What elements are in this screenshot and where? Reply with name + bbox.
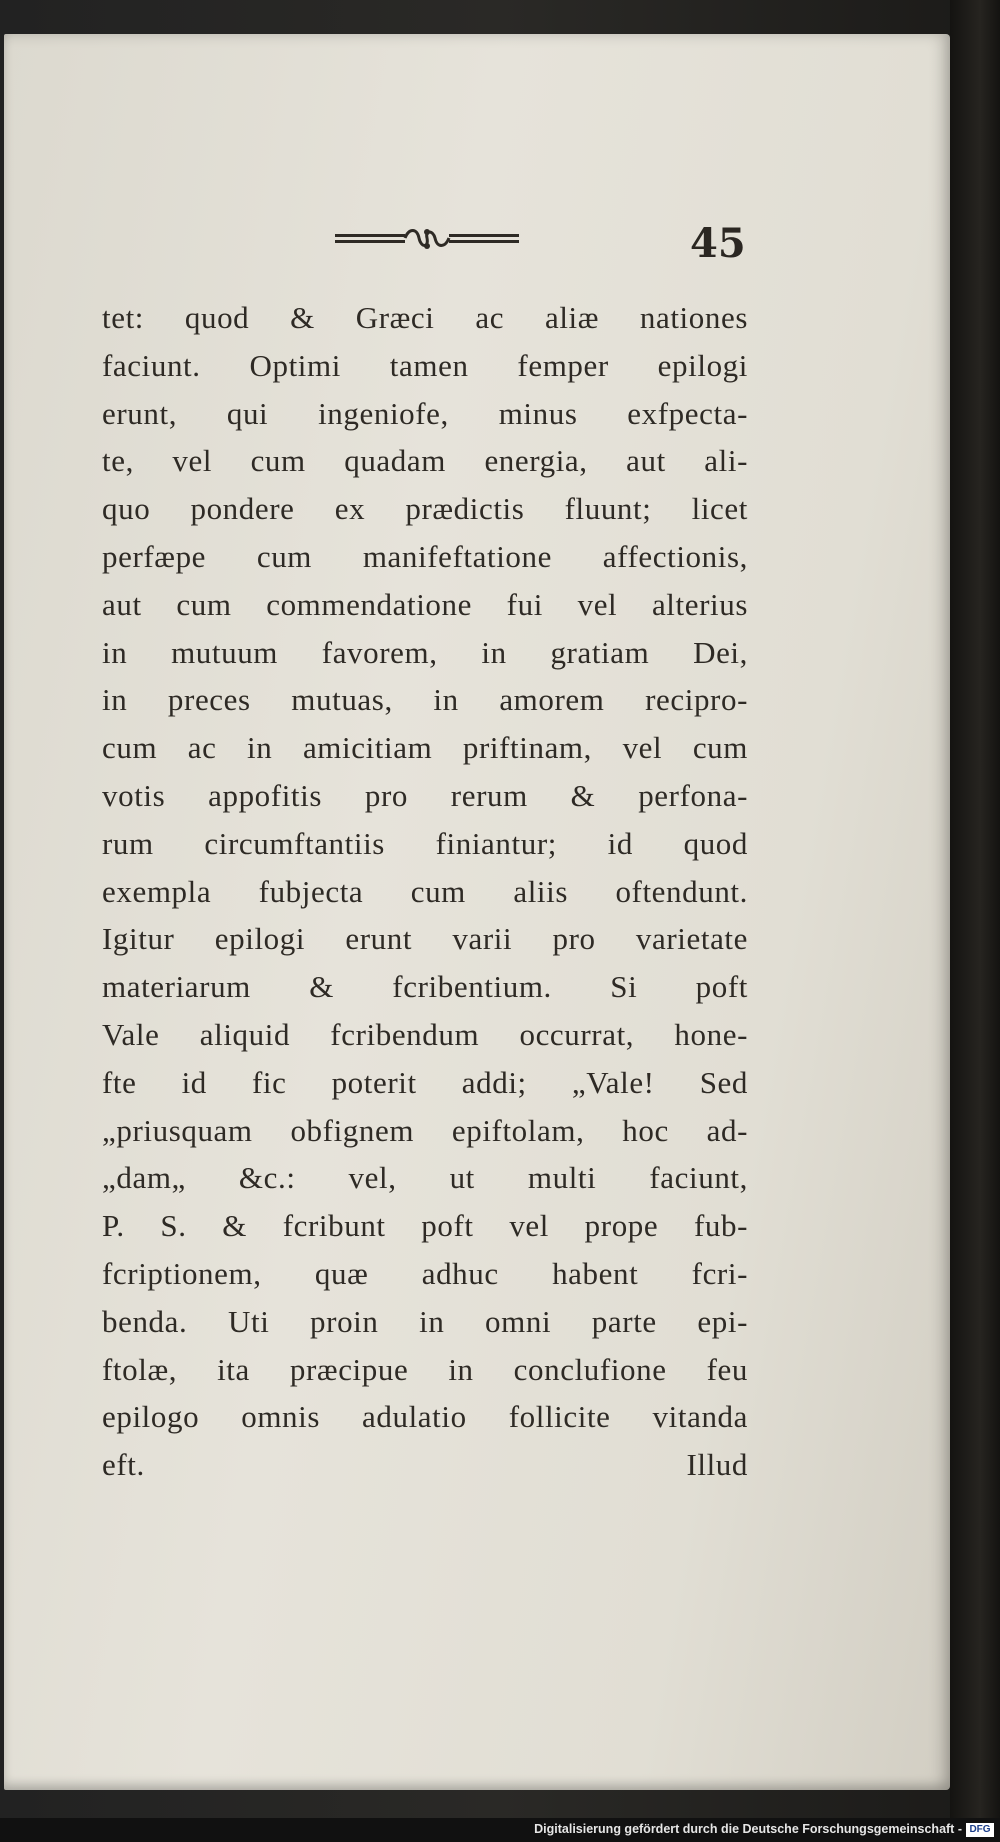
- book-edge-shadow: [950, 0, 1000, 1842]
- text-line: rum circumftantiis finiantur; id quod: [102, 825, 748, 861]
- text-line: „priusquam obfignem epiftolam, hoc ad-: [102, 1112, 748, 1148]
- text-line: materiarum & fcribentium. Si poft: [102, 969, 748, 1005]
- text-line: perfæpe cum manifeftatione affectionis,: [102, 538, 748, 574]
- funding-credit: Digitalisierung gefördert durch die Deutsche Forschungsgemeinschaft -: [534, 1822, 962, 1836]
- catchword: Illud: [686, 1447, 748, 1483]
- text-line: faciunt. Optimi tamen femper epilogi: [102, 347, 748, 383]
- text-line: in preces mutuas, in amorem recipro-: [102, 682, 748, 718]
- text-line: fcriptionem, quæ adhuc habent fcri-: [102, 1255, 748, 1291]
- text-line: „dam„ &c.: vel, ut multi faciunt,: [102, 1160, 748, 1196]
- text-line: te, vel cum quadam energia, aut ali-: [102, 443, 748, 479]
- text-line: in mutuum favorem, in gratiam Dei,: [102, 634, 748, 670]
- text-line: P. S. & fcribunt poft vel prope fub-: [102, 1208, 748, 1244]
- text-line: Igitur epilogi erunt varii pro varietate: [102, 921, 748, 957]
- text-line: votis appofitis pro rerum & perfona-: [102, 777, 748, 813]
- text-line: cum ac in amicitiam priftinam, vel cum: [102, 730, 748, 766]
- text-line: tet: quod & Græci ac aliæ nationes: [102, 300, 748, 335]
- text-line: ftolæ, ita præcipue in conclufione feu: [102, 1351, 748, 1387]
- text-line: epilogo omnis adulatio follicite vitanda: [102, 1399, 748, 1435]
- dfg-logo-icon: DFG: [966, 1823, 994, 1837]
- final-word: eft.: [102, 1447, 145, 1483]
- header-ornament-icon: [335, 224, 519, 254]
- text-line: Vale aliquid fcribendum occurrat, hone-: [102, 1016, 748, 1052]
- text-line: benda. Uti proin in omni parte epi-: [102, 1303, 748, 1339]
- text-line: exempla fubjecta cum aliis oftendunt.: [102, 873, 748, 909]
- body-text: [102, 294, 748, 1489]
- text-line: fte id fic poterit addi; „Vale! Sed: [102, 1064, 748, 1100]
- page-number: 45: [690, 220, 746, 267]
- last-text-line: [102, 1441, 748, 1489]
- text-line: quo pondere ex prædictis fluunt; licet: [102, 491, 748, 527]
- text-line: aut cum commendatione fui vel alterius: [102, 586, 748, 622]
- text-line: erunt, qui ingeniofe, minus exfpecta-: [102, 395, 748, 431]
